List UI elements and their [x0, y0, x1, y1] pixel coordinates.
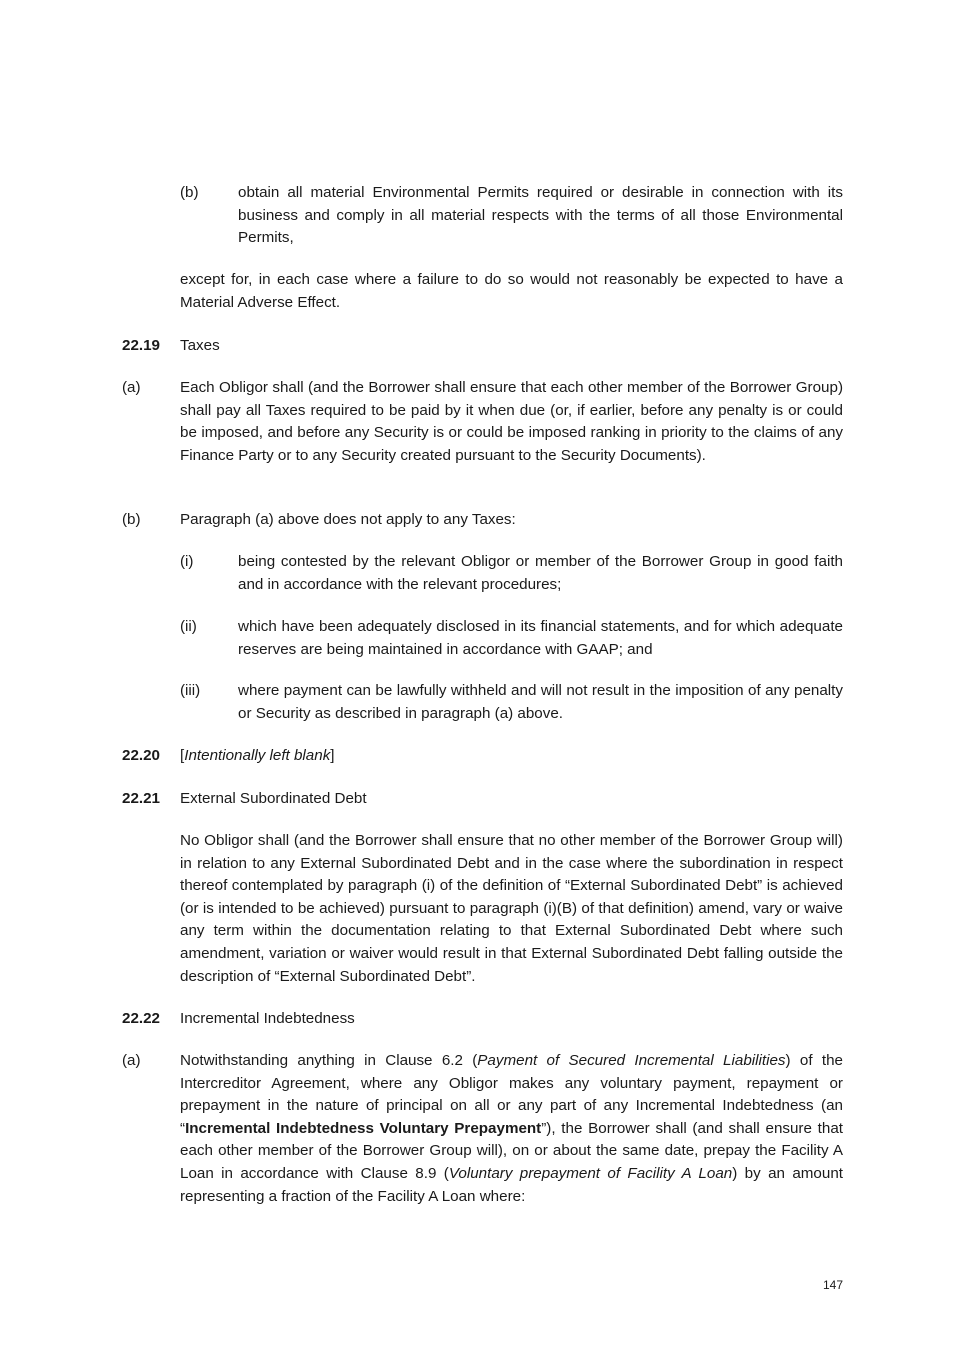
clause-number: 22.22	[122, 1010, 161, 1027]
subparagraph-label: (i)	[180, 553, 194, 570]
paragraph-text: Paragraph (a) above does not apply to any Taxes:	[180, 511, 516, 528]
subparagraph-text: being contested by the relevant Obligor or member of the Borrower Group in good faith and in accordance with the relevant procedures;	[238, 553, 843, 593]
paragraph-text: Notwithstanding anything in Clause 6.2 (Payment of Secured Incremental Liabilities) of the Intercreditor Agreement, where any Obligor makes any voluntary payment, repayment or prepayment in the nature of principal on all or any part of any Incremental Indebtedness (an “Incremental Indebtedness Voluntary Prepayment”), the Borrower shall (and shall ensure that each other member of the Borrower Group will), on or about the same date, prepay the Facility A Loan in accordance with Clause 8.9 (Voluntary prepayment of Facility A Loan) by an amount representing a fraction of the Facility A Loan where:	[180, 1052, 843, 1205]
clause-title: External Subordinated Debt	[180, 790, 367, 807]
clause-title: Incremental Indebtedness	[180, 1010, 355, 1027]
paragraph-label: (b)	[180, 184, 199, 201]
paragraph-label: (a)	[122, 379, 141, 396]
paragraph-label: (a)	[122, 1052, 141, 1069]
paragraph-label: (b)	[122, 511, 141, 528]
subparagraph-label: (iii)	[180, 682, 201, 699]
subparagraph-label: (ii)	[180, 618, 197, 635]
paragraph-text: obtain all material Environmental Permits required or desirable in connection with its business and comply in all material respects with the terms of all those Environmental Permits,	[238, 184, 843, 247]
clause-title: Taxes	[180, 337, 220, 354]
clause-number: 22.21	[122, 790, 161, 807]
clause-title: [Intentionally left blank]	[180, 747, 335, 764]
subparagraph-text: where payment can be lawfully withheld and will not result in the imposition of any penalty or Security as described in paragraph (a) above.	[238, 682, 843, 722]
page-number: 147	[822, 1278, 843, 1292]
except-text: except for, in each case where a failure to do so would not reasonably be expected to have a Material Adverse Effect.	[180, 271, 843, 311]
clause-number: 22.19	[122, 337, 161, 354]
paragraph-text: No Obligor shall (and the Borrower shall ensure that no other member of the Borrower Group will) in relation to any External Subordinated Debt and in the case where the subordination in respect thereof contemplated by paragraph (i) of the definition of “External Subordinated Debt” is achieved (or is intended to be achieved) pursuant to paragraph (i)(B) of that definition) amend, vary or waive any term within the documentation relating to that External Subordinated Debt where such amendment, variation or waiver would result in that External Subordinated Debt falling outside the description of “External Subordinated Debt”.	[180, 832, 843, 985]
paragraph-text: Each Obligor shall (and the Borrower shall ensure that each other member of the Borrower Group) shall pay all Taxes required to be paid by it when due (or, if earlier, before any penalty is or could be imposed, and before any Security is or could be imposed ranking in priority to the claims of any Finance Party or to any Security created pursuant to the Security Documents).	[180, 379, 843, 464]
clause-number: 22.20	[122, 747, 161, 764]
subparagraph-text: which have been adequately disclosed in its financial statements, and for which adequate reserves are being maintained in accordance with GAAP; and	[238, 618, 843, 658]
